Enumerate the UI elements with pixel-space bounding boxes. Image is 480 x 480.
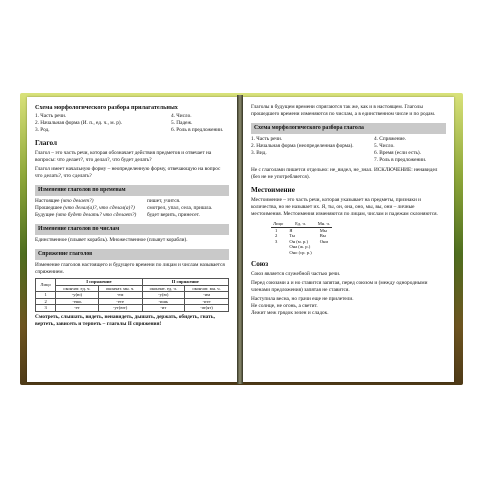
- future-tense-note: Глаголы в будущем времени спрягаются так же, как и в настоящем. Глаголы прошедшего времени изменяются по числам, а в единственном числе и по родам.: [251, 104, 436, 117]
- verb-initial-form: Глагол имеет начальную форму – неопределенную форму, отвечающую на вопрос что делать?, что сделать?: [35, 166, 221, 179]
- list-item: Наступила весна, но грачи еще не прилетели.: [251, 296, 354, 302]
- table-row: 1 -у(ю) -ем -у(ю) -им: [36, 292, 229, 299]
- conjugation-heading: Спряжение глаголов: [35, 249, 229, 260]
- list-item: Лежит меж грядок зелен и сладок.: [251, 310, 329, 316]
- number-text: Единственное (плывет корабль). Множественное (плывут корабли).: [35, 237, 188, 243]
- pronoun-definition: Местоимение – это часть речи, которая указывает на предметы, признаки и количества, но не называет их. Я, ты, он, она, оно, мы, вы, они – личные местоимения. Местоимения изменяются по лицам, числам и падежам склоняются.: [251, 197, 438, 217]
- schema-item: 2. Начальная форма (неопределенная форма).: [251, 143, 354, 149]
- right-page: [243, 97, 454, 382]
- verb-schema: [251, 136, 446, 164]
- table-row: 1 Я Мы: [271, 227, 332, 233]
- table-row: 3 -ет -ут(ют) -ит -ат(ят): [36, 305, 229, 312]
- schema-item: 6. Роль в предложении.: [171, 127, 224, 133]
- union-comma-rule: Перед союзами а и но ставится запятая, перед союзом и (между однородными членами предложения) запятая не ставится.: [251, 280, 428, 293]
- schema-item: 4. Спряжение.: [374, 136, 407, 142]
- schema-item: 1. Часть речи.: [35, 113, 67, 119]
- union-heading: Союз: [251, 260, 269, 268]
- adjective-schema-title: Схема морфологического разбора прилагательных: [35, 104, 178, 111]
- number-heading: Изменение глаголов по числам: [35, 224, 229, 235]
- pronoun-heading: Местоимение: [251, 186, 295, 194]
- schema-item: 3. Род.: [35, 127, 50, 133]
- left-page: [27, 97, 237, 382]
- schema-item: 5. Число.: [374, 143, 395, 149]
- adjective-schema: [35, 113, 229, 134]
- schema-item: 1. Часть речи.: [251, 136, 283, 142]
- union-definition: Союз является служебной частью речи.: [251, 271, 341, 277]
- table-row: 3 Он (м. р.) Они: [275, 238, 328, 244]
- table-row: Она (ж. р.): [289, 244, 311, 249]
- verb-schema-heading: Схема морфологического разбора глагола: [251, 123, 446, 134]
- conjugation-table: Лицо I спряжение II спряжение окончат. ед. ч. окончат. мн. ч. окончат. ед. ч. окончат. мн. ч. 1 -у(ю) -ем -у(ю) -им 2 -ешь -ете -ишь -ите 3 -ет -ут(ют) -ит -ат(ят): [35, 278, 229, 312]
- table-row: 2 -ешь -ете -ишь -ите: [36, 298, 229, 305]
- ne-rule: Не с глаголами пишется отдельно: не_видел, не_знал. ИСКЛЮЧЕНИЕ: ненавидел (без не не употребляется).: [251, 167, 438, 180]
- schema-item: 2. Начальная форма (И. п., ед. ч., м. р).: [35, 120, 123, 126]
- tense-heading: Изменение глаголов по временам: [35, 185, 229, 196]
- verb-definition: Глагол – это часть речи, которая обозначает действия предметов и отвечает на вопросы: что делает?, что делал?, что будет делать?: [35, 150, 212, 163]
- verb-heading: Глагол: [35, 139, 58, 147]
- exceptions-note: Смотреть, слышать, видеть, ненавидеть, дышать, держать, обидеть, гнать, вертеть, зависеть и терпеть – глаголы II спряжения!: [35, 313, 215, 327]
- table-row: Оно (ср. р.): [289, 249, 312, 255]
- union-examples: [251, 296, 446, 317]
- schema-item: 4. Число.: [171, 113, 192, 119]
- list-item: Не солнце, не огонь, а светит.: [251, 303, 318, 309]
- schema-item: 3. Вид.: [251, 150, 267, 156]
- tense-row: Будущее (что будет делать? что сделает?) будет верить, принесет.: [35, 212, 200, 218]
- conjugation-text: Изменение глаголов настоящего и будущего времени по лицам и числам называется спряжением.: [35, 262, 225, 275]
- schema-item: 5. Падеж.: [171, 120, 193, 126]
- tense-row: Прошедшее (что делал(а)?, что сделал(а)?) смотрел, упал, села, пришла.: [35, 205, 213, 211]
- pronoun-table: Лицо Ед. ч. Мн. ч. 1 Я Мы 2 Ты Вы 3 Он (м. р.) Они Она (ж. р.) Оно (ср. р.): [273, 221, 331, 255]
- schema-item: 6. Время (если есть).: [374, 150, 421, 156]
- table-row: 2 Ты Вы: [275, 233, 326, 238]
- schema-item: 7. Роль в предложении.: [374, 157, 427, 163]
- tense-list: [35, 198, 229, 219]
- tense-row: Настоящее (что делает?) пишет, учится.: [35, 198, 181, 204]
